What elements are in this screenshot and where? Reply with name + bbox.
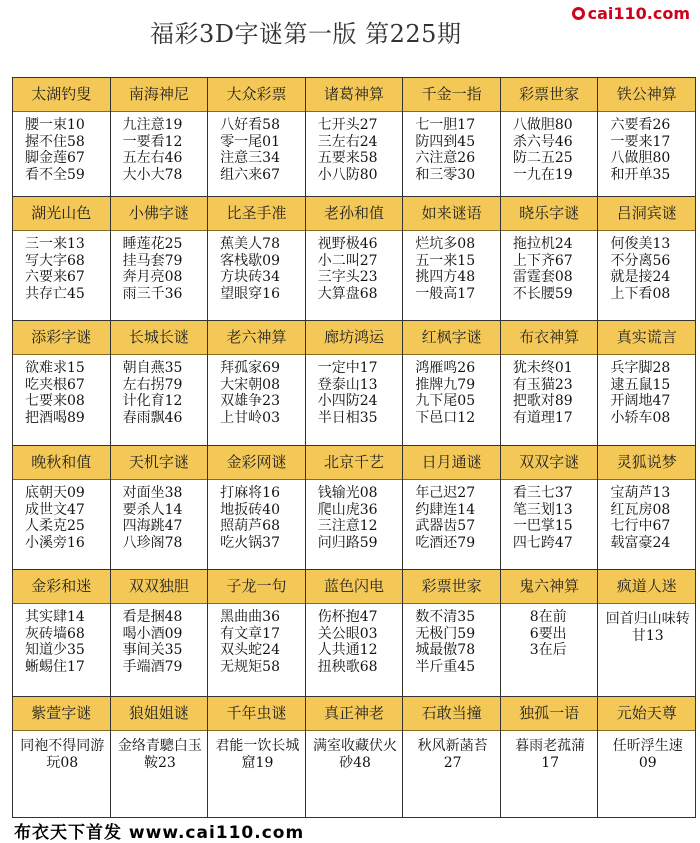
- riddle-source-header: 真实谎言: [598, 321, 695, 355]
- riddle-source-header: 小佛字谜: [111, 197, 208, 231]
- riddle-source-header: 老孙和值: [306, 197, 403, 231]
- riddle-lines: [403, 112, 500, 183]
- riddle-cell: [598, 321, 695, 445]
- riddle-line: 成世文47: [25, 501, 85, 518]
- riddle-line: 四七跨47: [512, 534, 573, 551]
- riddle-line: 其实肆14: [25, 609, 85, 625]
- riddle-cell: [403, 697, 501, 817]
- riddle-line: 春雨飘46: [122, 409, 183, 426]
- riddle-line: 任昕浮生速09: [612, 738, 683, 771]
- riddle-lines: [208, 480, 305, 551]
- riddle-lines: [403, 604, 500, 675]
- riddle-line: 上下齐67: [512, 252, 573, 269]
- riddle-line: 一要看12: [122, 133, 183, 150]
- riddle-line: 六注意26: [415, 150, 476, 166]
- riddle-cell: [208, 321, 306, 445]
- riddle-line: 喝小酒09: [122, 625, 183, 642]
- riddle-source-header: 晓乐字谜: [501, 197, 598, 231]
- riddle-line: 数不清35: [415, 609, 476, 625]
- riddle-line: 六要来67: [25, 269, 85, 285]
- riddle-source-header: 北京千艺: [306, 446, 403, 480]
- riddle-line: 看三七37: [512, 485, 573, 501]
- riddle-lines: [598, 355, 695, 426]
- riddle-line: 有玉猫23: [512, 376, 573, 393]
- riddle-cell: [208, 78, 306, 196]
- riddle-cell: [13, 78, 111, 196]
- riddle-line: 大宋朝08: [220, 376, 280, 393]
- riddle-line: 6要出: [529, 625, 567, 642]
- riddle-source-header: 千年虫谜: [208, 697, 305, 731]
- riddle-line: 吃夹根67: [25, 376, 85, 393]
- riddle-line: 防四到45: [415, 133, 476, 150]
- riddle-lines: [111, 355, 208, 426]
- riddle-line: 知道少35: [25, 642, 85, 658]
- riddle-line: 四海跳47: [122, 518, 183, 534]
- riddle-line: 红瓦房08: [610, 501, 671, 518]
- riddle-lines: [208, 604, 305, 675]
- riddle-line: 蕉美人78: [220, 236, 280, 252]
- riddle-source-header: 彩票世家: [403, 570, 500, 604]
- riddle-line: 写大字68: [25, 252, 85, 269]
- riddle-line: 五左右46: [122, 150, 183, 166]
- riddle-lines: [306, 604, 403, 675]
- riddle-source-header: 诸葛神算: [306, 78, 403, 112]
- riddle-source-header: 日月通谜: [403, 446, 500, 480]
- riddle-source-header: 比圣手准: [208, 197, 305, 231]
- riddle-line: 人共通12: [317, 642, 378, 658]
- riddle-lines: [306, 231, 403, 302]
- riddle-cell: [501, 697, 599, 817]
- riddle-lines: [501, 604, 598, 659]
- riddle-line: 八做胆80: [512, 117, 573, 133]
- riddle-cell: [111, 697, 209, 817]
- riddle-line: 要杀人14: [122, 501, 183, 518]
- riddle-line: 雷霆套08: [512, 269, 573, 285]
- riddle-line: 挂马套79: [122, 252, 183, 269]
- riddle-line: 底朝天09: [25, 485, 85, 501]
- riddle-lines: [501, 731, 598, 771]
- riddle-source-header: 千金一指: [403, 78, 500, 112]
- riddle-source-header: 石敢当撞: [403, 697, 500, 731]
- riddle-lines: [598, 731, 695, 771]
- riddle-line: 上下看08: [610, 285, 671, 302]
- riddle-source-header: 大众彩票: [208, 78, 305, 112]
- riddle-line: 就是接24: [610, 269, 671, 285]
- riddle-line: 半日相35: [317, 409, 378, 426]
- riddle-line: 三字头23: [317, 269, 378, 285]
- riddle-line: 蜥蜴住17: [25, 658, 85, 675]
- riddle-lines: [13, 112, 110, 183]
- riddle-line: 大小大78: [122, 166, 183, 183]
- riddle-cell: [13, 321, 111, 445]
- riddle-source-header: 紫萱字谜: [13, 697, 110, 731]
- riddle-line: 注意三34: [220, 150, 280, 166]
- riddle-cell: [306, 697, 404, 817]
- riddle-line: 人柔克25: [25, 518, 85, 534]
- riddle-line: 一要来17: [610, 133, 671, 150]
- riddle-line: 七要来08: [25, 393, 85, 409]
- riddle-lines: [598, 112, 695, 183]
- riddle-source-header: 老六神算: [208, 321, 305, 355]
- riddle-line: 灰砖墙68: [25, 625, 85, 642]
- riddle-line: 鸿雁鸣26: [415, 360, 476, 376]
- riddle-line: 伤杯抱47: [317, 609, 378, 625]
- riddle-source-header: 湖光山色: [13, 197, 110, 231]
- riddle-source-header: 添彩字谜: [13, 321, 110, 355]
- riddle-lines: [111, 731, 208, 771]
- riddle-line: 满室收藏伏火砂48: [313, 738, 398, 771]
- riddle-source-header: 鬼六神算: [501, 570, 598, 604]
- riddle-source-header: 真正神老: [306, 697, 403, 731]
- riddle-line: 同袍不得同游玩08: [20, 738, 105, 771]
- riddle-line: 五一来15: [415, 252, 476, 269]
- riddle-line: 双雄争23: [220, 393, 280, 409]
- riddle-cell: [13, 446, 111, 569]
- riddle-lines: [111, 604, 208, 675]
- riddle-cell: [501, 446, 599, 569]
- riddle-line: 载富豪24: [610, 534, 671, 551]
- riddle-line: 七一胆17: [415, 117, 476, 133]
- riddle-line: 看不全59: [25, 166, 85, 183]
- riddle-line: 计化育12: [122, 393, 183, 409]
- riddle-cell: [403, 570, 501, 696]
- riddle-line: 扭秧歌68: [317, 658, 378, 675]
- riddle-line: 爬山虎36: [317, 501, 378, 518]
- riddle-line: 脚金莲67: [25, 150, 85, 166]
- riddle-line: 望眼穿16: [220, 285, 280, 302]
- table-row: [13, 446, 695, 570]
- riddle-line: 有道理17: [512, 409, 573, 426]
- riddle-line: 一定中17: [317, 360, 378, 376]
- riddle-line: 关公眼03: [317, 625, 378, 642]
- riddle-cell: [598, 570, 695, 696]
- riddle-source-header: 铁公神算: [598, 78, 695, 112]
- riddle-line: 3在后: [529, 642, 567, 658]
- riddle-line: 九下尾05: [415, 393, 476, 409]
- riddle-source-header: 红枫字谜: [403, 321, 500, 355]
- riddle-source-header: 元始天尊: [598, 697, 695, 731]
- riddle-cell: [111, 446, 209, 569]
- riddle-source-header: 金彩和迷: [13, 570, 110, 604]
- riddle-line: 左右拐79: [122, 376, 183, 393]
- riddle-cell: [306, 78, 404, 196]
- riddle-line: 手端酒79: [122, 658, 183, 675]
- riddle-lines: [13, 231, 110, 302]
- riddle-lines: [501, 231, 598, 302]
- table-row: [13, 197, 695, 321]
- riddle-line: 握不住58: [25, 133, 85, 150]
- riddle-line: 六要看26: [610, 117, 671, 133]
- footer-text: 布衣天下首发 www.cai110.com: [14, 823, 305, 843]
- riddle-cell: [598, 446, 695, 569]
- riddle-cell: [208, 446, 306, 569]
- riddle-cell: [208, 570, 306, 696]
- riddle-line: 和开单35: [610, 166, 671, 183]
- riddle-cell: [501, 570, 599, 696]
- logo-icon: [572, 7, 585, 20]
- riddle-line: 共存亡45: [25, 285, 85, 302]
- riddle-line: 拖拉机24: [512, 236, 573, 252]
- riddle-line: 约肆连14: [415, 501, 476, 518]
- riddle-line: 零一尾01: [220, 133, 280, 150]
- riddle-line: 和三零30: [415, 166, 476, 183]
- table-row: [13, 78, 695, 197]
- riddle-lines: [208, 355, 305, 426]
- riddle-line: 暮雨老菰蒲17: [515, 738, 586, 771]
- riddle-line: 打麻将16: [220, 485, 280, 501]
- riddle-cell: [13, 570, 111, 696]
- page-title: 福彩3D字谜第一版 第225期: [150, 20, 462, 48]
- riddle-cell: [598, 78, 695, 196]
- riddle-lines: [501, 355, 598, 426]
- table-row: [13, 321, 695, 446]
- riddle-line: 有文章17: [220, 625, 280, 642]
- riddle-cell: [111, 78, 209, 196]
- riddle-line: 奔月亮08: [122, 269, 183, 285]
- riddle-source-header: 吕洞宾谜: [598, 197, 695, 231]
- riddle-cell: [111, 321, 209, 445]
- riddle-line: 视野极46: [317, 236, 378, 252]
- logo-text: cai110.com: [587, 3, 690, 23]
- riddle-line: 事间关35: [122, 642, 183, 658]
- riddle-cell: [501, 78, 599, 196]
- riddle-source-header: 天机字谜: [111, 446, 208, 480]
- riddle-cell: [403, 446, 501, 569]
- riddle-line: 方块砖34: [220, 269, 280, 285]
- riddle-cell: [306, 446, 404, 569]
- riddle-line: 三一来13: [25, 236, 85, 252]
- table-row: [13, 570, 695, 697]
- riddle-lines: [501, 112, 598, 183]
- riddle-cell: [403, 321, 501, 445]
- riddle-line: 七行中67: [610, 518, 671, 534]
- riddle-line: 兵字脚28: [610, 360, 671, 376]
- riddle-lines: [598, 231, 695, 302]
- riddle-lines: [306, 480, 403, 551]
- riddle-line: 秋风新菡苔27: [417, 738, 488, 771]
- riddle-line: 一巴掌15: [512, 518, 573, 534]
- riddle-source-header: 南海神尼: [111, 78, 208, 112]
- riddle-source-header: 布衣神算: [501, 321, 598, 355]
- riddle-line: 九注意19: [122, 117, 183, 133]
- riddle-line: 看是捆48: [122, 609, 183, 625]
- riddle-source-header: 长城长谜: [111, 321, 208, 355]
- riddle-source-header: 子龙一句: [208, 570, 305, 604]
- riddle-table: [12, 77, 696, 818]
- riddle-line: 照葫芦68: [220, 518, 280, 534]
- riddle-line: 防二五25: [512, 150, 573, 166]
- riddle-line: 八珍阁78: [122, 534, 183, 551]
- riddle-source-header: 灵狐说梦: [598, 446, 695, 480]
- riddle-line: 小二叫27: [317, 252, 378, 269]
- riddle-lines: [208, 112, 305, 183]
- riddle-line: 朝自燕35: [122, 360, 183, 376]
- riddle-line: 雨三千36: [122, 285, 183, 302]
- riddle-line: 三注意12: [317, 518, 378, 534]
- riddle-lines: [13, 604, 110, 675]
- riddle-line: 问归路59: [317, 534, 378, 551]
- riddle-cell: [306, 570, 404, 696]
- riddle-line: 三左右24: [317, 133, 378, 150]
- riddle-line: 武器齿57: [415, 518, 476, 534]
- riddle-cell: [111, 570, 209, 696]
- riddle-lines: [111, 112, 208, 183]
- riddle-cell: [13, 697, 111, 817]
- riddle-line: 回首归山味转甘13: [605, 611, 690, 644]
- riddle-line: 对面坐38: [122, 485, 183, 501]
- riddle-line: 君能一饮长城窟19: [215, 738, 300, 771]
- riddle-line: 小溪旁16: [25, 534, 85, 551]
- riddle-line: 犹未终01: [512, 360, 573, 376]
- riddle-cell: [13, 197, 111, 320]
- riddle-line: 八好看58: [220, 117, 280, 133]
- riddle-source-header: 双双字谜: [501, 446, 598, 480]
- riddle-line: 地扳砖40: [220, 501, 280, 518]
- riddle-cell: [403, 78, 501, 196]
- riddle-line: 小八防80: [317, 166, 378, 183]
- riddle-cell: [111, 197, 209, 320]
- riddle-lines: [403, 231, 500, 302]
- riddle-lines: [403, 731, 500, 771]
- riddle-line: 小四防24: [317, 393, 378, 409]
- riddle-lines: [403, 355, 500, 426]
- riddle-cell: [306, 321, 404, 445]
- riddle-line: 腰一束10: [25, 117, 85, 133]
- site-logo[interactable]: [568, 2, 694, 24]
- riddle-line: 开阔地47: [610, 393, 671, 409]
- riddle-lines: [306, 355, 403, 426]
- riddle-line: 半斤重45: [415, 658, 476, 675]
- riddle-source-header: 狼姐姐谜: [111, 697, 208, 731]
- riddle-line: 把酒喝89: [25, 409, 85, 426]
- riddle-lines: [403, 480, 500, 551]
- riddle-line: 无极门59: [415, 625, 476, 642]
- riddle-lines: [111, 480, 208, 551]
- riddle-cell: [598, 197, 695, 320]
- riddle-source-header: 彩票世家: [501, 78, 598, 112]
- riddle-cell: [598, 697, 695, 817]
- riddle-line: 杀六号46: [512, 133, 573, 150]
- riddle-line: 登泰山13: [317, 376, 378, 393]
- riddle-lines: [306, 112, 403, 183]
- riddle-cell: [208, 697, 306, 817]
- riddle-source-header: 晚秋和值: [13, 446, 110, 480]
- riddle-lines: [306, 731, 403, 771]
- riddle-source-header: 如来谜语: [403, 197, 500, 231]
- riddle-source-header: 太湖钓叟: [13, 78, 110, 112]
- riddle-line: 推牌九79: [415, 376, 476, 393]
- riddle-cell: [306, 197, 404, 320]
- riddle-source-header: 独孤一语: [501, 697, 598, 731]
- riddle-line: 不分离56: [610, 252, 671, 269]
- riddle-source-header: 疯道人迷: [598, 570, 695, 604]
- riddle-line: 一九在19: [512, 166, 573, 183]
- riddle-source-header: 双双独胆: [111, 570, 208, 604]
- riddle-cell: [501, 197, 599, 320]
- riddle-line: 双头蛇24: [220, 642, 280, 658]
- riddle-cell: [403, 197, 501, 320]
- table-row: [13, 697, 695, 817]
- riddle-line: 八做胆80: [610, 150, 671, 166]
- riddle-line: 何俊美13: [610, 236, 671, 252]
- riddle-line: 大算盘68: [317, 285, 378, 302]
- riddle-lines: [13, 731, 110, 771]
- riddle-line: 不长腰59: [512, 285, 573, 302]
- riddle-line: 一般高17: [415, 285, 476, 302]
- riddle-lines: [598, 604, 695, 644]
- riddle-line: 客栈歇09: [220, 252, 280, 269]
- riddle-line: 五要来58: [317, 150, 378, 166]
- riddle-line: 烂坑多08: [415, 236, 476, 252]
- riddle-source-header: 金彩网谜: [208, 446, 305, 480]
- riddle-line: 上甘岭03: [220, 409, 280, 426]
- riddle-line: 城最傲78: [415, 642, 476, 658]
- riddle-line: 把歌对89: [512, 393, 573, 409]
- riddle-line: 金络青驄白玉鞍23: [117, 738, 202, 771]
- riddle-line: 小轿车08: [610, 409, 671, 426]
- riddle-line: 笔三划13: [512, 501, 573, 518]
- riddle-source-header: 廊坊鸿运: [306, 321, 403, 355]
- riddle-line: 欲难求15: [25, 360, 85, 376]
- riddle-line: 钱输光08: [317, 485, 378, 501]
- riddle-line: 下邑口12: [415, 409, 476, 426]
- riddle-line: 拜孤家69: [220, 360, 280, 376]
- riddle-line: 吃酒还79: [415, 534, 476, 551]
- riddle-lines: [598, 480, 695, 551]
- riddle-cell: [208, 197, 306, 320]
- riddle-lines: [111, 231, 208, 302]
- riddle-lines: [501, 480, 598, 551]
- riddle-lines: [13, 480, 110, 551]
- riddle-line: 无规矩58: [220, 658, 280, 675]
- riddle-line: 8在前: [529, 609, 567, 625]
- riddle-line: 宝葫芦13: [610, 485, 671, 501]
- riddle-lines: [13, 355, 110, 426]
- riddle-line: 逮五鼠15: [610, 376, 671, 393]
- riddle-lines: [208, 231, 305, 302]
- riddle-cell: [501, 321, 599, 445]
- riddle-line: 组六来67: [220, 166, 280, 183]
- riddle-lines: [208, 731, 305, 771]
- riddle-line: 吃火锅37: [220, 534, 280, 551]
- riddle-line: 年己迟27: [415, 485, 476, 501]
- riddle-line: 七开头27: [317, 117, 378, 133]
- riddle-line: 挑四方48: [415, 269, 476, 285]
- riddle-source-header: 蓝色闪电: [306, 570, 403, 604]
- riddle-line: 黑曲曲36: [220, 609, 280, 625]
- riddle-line: 睡莲花25: [122, 236, 183, 252]
